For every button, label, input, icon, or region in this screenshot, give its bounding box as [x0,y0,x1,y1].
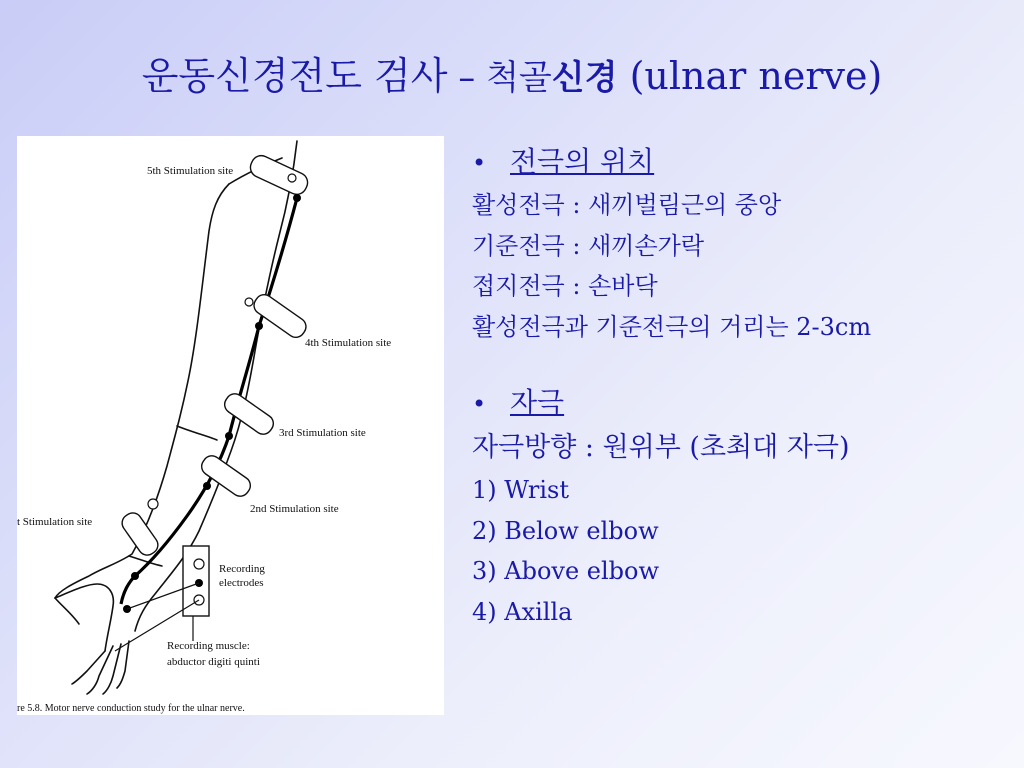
stim5-cathode [293,194,301,202]
stimulus-site-wrist: 1) Wrist [472,476,569,504]
bullet-icon: • [472,390,487,418]
hand-palm [55,584,113,651]
stimulus-site-below-elbow: 2) Below elbow [472,516,659,545]
bullet-icon: • [472,149,487,177]
electrode-line-distance: 활성전극과 기준전극의 거리는 2-3cm [472,312,872,341]
title-light: 척골 [486,58,552,98]
recording-muscle-label-1: Recording muscle: [167,640,250,652]
recording-electrodes-label-1: Recording [219,563,265,575]
stimulus-heading: 자극 [510,386,565,419]
thumb [55,598,79,624]
title-dash: – [447,58,487,98]
title-tail: (ulnar nerve) [617,54,883,98]
stim4-cathode [255,322,263,330]
figure-caption: re 5.8. Motor nerve conduction study for the ulnar nerve. [17,703,245,714]
stim4-label: 4th Stimulation site [305,337,392,349]
stim4-electrode [251,291,310,341]
stim3-label: 3rd Stimulation site [279,427,366,439]
stim2-label: 2nd Stimulation site [250,503,339,515]
electrode-line-ground: 접지전극 : 손바닥 [472,272,658,300]
stim2-electrode [198,452,254,499]
electrode-line-reference: 기준전극 : 새끼손가락 [472,231,704,260]
ulnar-nerve-figure [17,136,444,715]
stimulus-site-above-elbow: 3) Above elbow [472,557,660,585]
electrode-line-active: 활성전극 : 새끼벌림근의 중앙 [472,191,782,219]
title-emphasis: 신경 [551,58,618,98]
stimulus-direction: 자극방향 : 원위부 (초최대 자극) [472,432,850,463]
elbow-crease [177,426,217,440]
electrode-heading-row [472,140,1012,185]
arm-outline-inner [135,141,297,631]
ground-electrode [148,499,158,509]
stim1-label: t Stimulation site [17,516,93,528]
stim2-cathode [203,482,211,490]
electrode-heading: 전극의 위치 [510,145,655,178]
stim1-cathode [131,572,139,580]
arm-illustration [17,136,444,715]
slide-content [472,140,1012,632]
stimulus-site-axilla: 4) Axilla [472,597,573,626]
stim5-label: 5th Stimulation site [147,165,234,177]
stim4-anode [245,298,253,306]
slide-title [0,52,1024,102]
recording-muscle-label-2: abductor digiti quinti [167,656,260,668]
stim5-anode [288,174,296,182]
title-main: 운동신경전도 검사 [141,54,448,98]
stim3-cathode [225,432,233,440]
recording-electrodes-label-2: electrodes [219,577,264,589]
stimulus-heading-row [472,381,1012,426]
recording-electrode-top [194,559,204,569]
stim1-electrode [119,509,162,558]
finger-1 [72,651,105,684]
